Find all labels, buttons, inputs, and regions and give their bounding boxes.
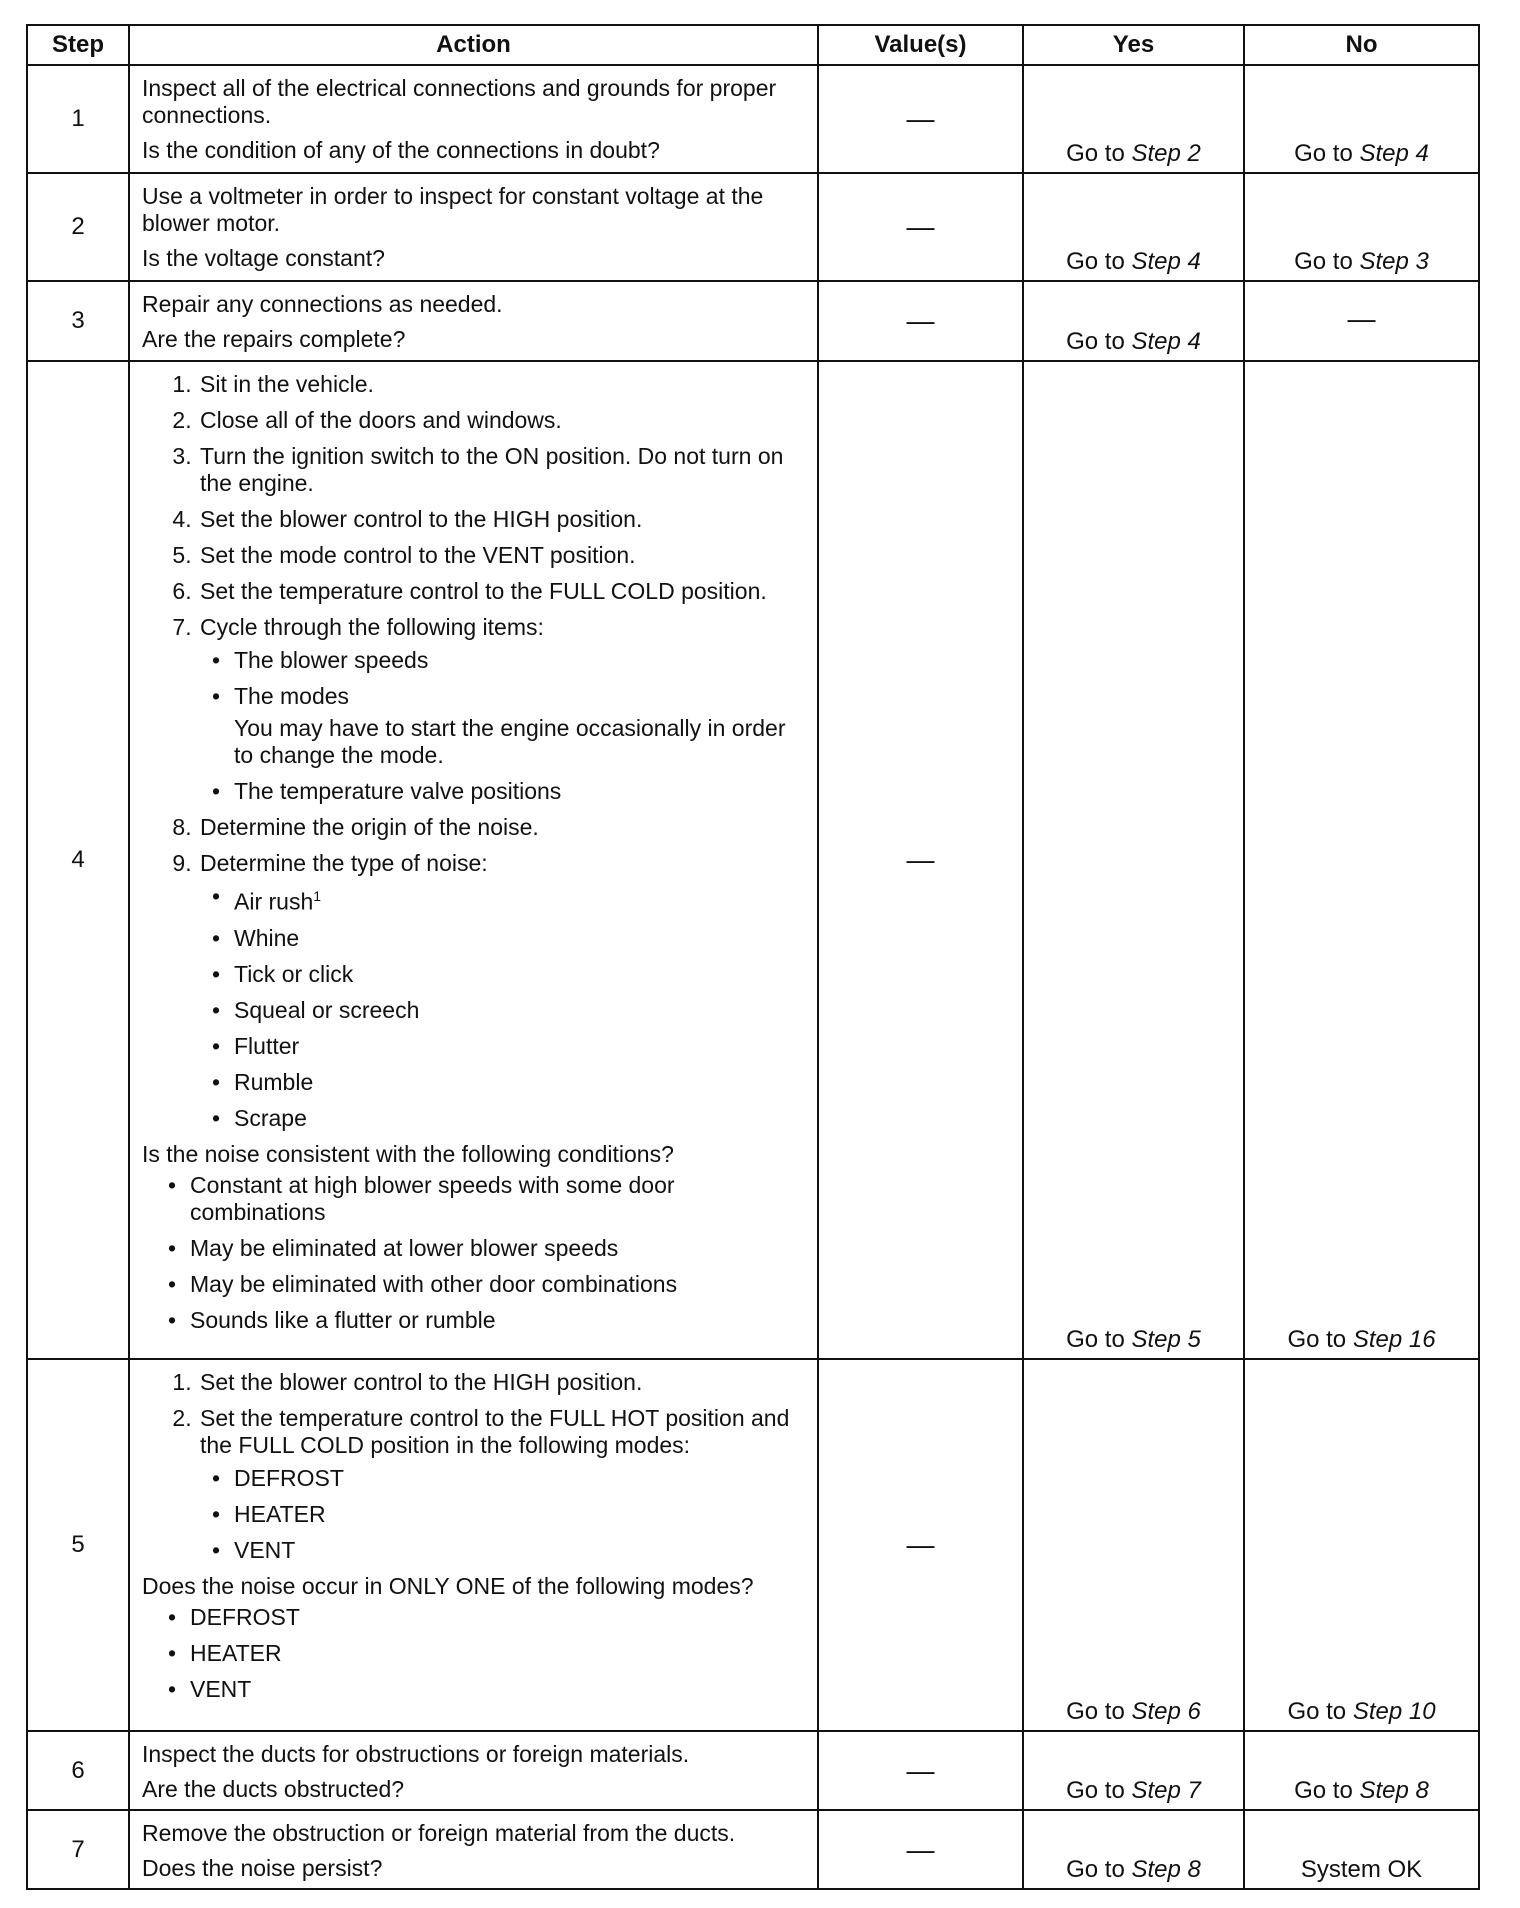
footnote-marker: 1 xyxy=(313,888,322,904)
action-cell xyxy=(129,1359,818,1731)
list-item: • VENT xyxy=(234,1537,807,1564)
step-number: 5 xyxy=(27,1359,129,1731)
value-cell: — xyxy=(818,173,1023,281)
list-item: 1. Set the blower control to the HIGH position. xyxy=(198,1369,807,1396)
diagnostic-table xyxy=(26,24,1480,1890)
list-item: • May be eliminated at lower blower speeds xyxy=(190,1235,807,1262)
value-cell: — xyxy=(818,1731,1023,1810)
list-item: • The modes xyxy=(234,683,807,710)
table-row xyxy=(27,1810,1479,1889)
no-step-link: Step 3 xyxy=(1359,248,1429,275)
list-item: • Whine xyxy=(234,925,807,952)
list-item: • Squeal or screech xyxy=(234,997,807,1024)
condition-list xyxy=(142,1172,807,1334)
action-question: Are the repairs complete? xyxy=(142,326,406,352)
list-item: • DEFROST xyxy=(234,1465,807,1492)
no-step-link: Step 10 xyxy=(1352,1698,1436,1725)
yes-step-link: Step 2 xyxy=(1131,140,1201,167)
procedure-list xyxy=(142,371,807,1132)
list-item: 6. Set the temperature control to the FULL COLD position. xyxy=(198,578,807,605)
no-cell: Go to Step 8 xyxy=(1244,1731,1479,1810)
list-item: • Constant at high blower speeds with some door combinations xyxy=(190,1172,807,1226)
yes-step-link: Step 7 xyxy=(1131,1777,1201,1804)
list-item: • Flutter xyxy=(234,1033,807,1060)
mode-list xyxy=(200,1465,807,1564)
action-text: Repair any connections as needed. xyxy=(142,291,503,317)
action-text: Use a voltmeter in order to inspect for constant voltage at the blower motor. xyxy=(142,183,764,236)
value-cell: — xyxy=(818,361,1023,1359)
header-yes: Yes xyxy=(1023,25,1244,65)
step-number: 6 xyxy=(27,1731,129,1810)
table-row xyxy=(27,1731,1479,1810)
header-values: Value(s) xyxy=(818,25,1023,65)
action-cell xyxy=(129,173,818,281)
no-cell: Go to Step 16 xyxy=(1244,361,1479,1359)
step-number: 4 xyxy=(27,361,129,1359)
no-step-link: Step 8 xyxy=(1359,1777,1429,1804)
no-step-link: Step 16 xyxy=(1352,1326,1436,1353)
no-step-link: Step 4 xyxy=(1359,140,1429,167)
action-question: Is the condition of any of the connections in doubt? xyxy=(142,137,660,163)
table-row xyxy=(27,65,1479,173)
action-question: Does the noise persist? xyxy=(142,1855,383,1881)
question-mode-list xyxy=(142,1604,807,1703)
list-item: • HEATER xyxy=(234,1501,807,1528)
list-item: • HEATER xyxy=(190,1640,807,1667)
no-cell: — xyxy=(1244,281,1479,361)
action-cell xyxy=(129,361,818,1359)
list-item: • VENT xyxy=(190,1676,807,1703)
list-item: 2. Close all of the doors and windows. xyxy=(198,407,807,434)
yes-step-link: Step 5 xyxy=(1131,1326,1201,1353)
list-item: • Tick or click xyxy=(234,961,807,988)
list-item xyxy=(198,614,807,805)
yes-cell: Go to Step 2 xyxy=(1023,65,1244,173)
value-cell: — xyxy=(818,281,1023,361)
noise-type-list xyxy=(200,883,807,1132)
action-question: Is the noise consistent with the following conditions? xyxy=(142,1140,674,1167)
list-item: 8. Determine the origin of the noise. xyxy=(198,814,807,841)
list-item-text: Set the temperature control to the FULL HOT position and the FULL COLD position in the following modes: xyxy=(200,1405,790,1458)
no-cell: Go to Step 10 xyxy=(1244,1359,1479,1731)
list-item-text: Cycle through the following items: xyxy=(200,614,544,640)
yes-cell: Go to Step 7 xyxy=(1023,1731,1244,1810)
list-item: • The temperature valve positions xyxy=(234,778,807,805)
list-item: • DEFROST xyxy=(190,1604,807,1631)
list-item: 4. Set the blower control to the HIGH position. xyxy=(198,506,807,533)
list-item: • The blower speeds xyxy=(234,647,807,674)
no-cell: Go to Step 3 xyxy=(1244,173,1479,281)
no-cell: System OK xyxy=(1244,1810,1479,1889)
list-item xyxy=(198,850,807,1132)
step-number: 7 xyxy=(27,1810,129,1889)
header-no: No xyxy=(1244,25,1479,65)
header-action: Action xyxy=(129,25,818,65)
yes-step-link: Step 4 xyxy=(1131,248,1201,275)
action-text: Inspect all of the electrical connections and grounds for proper connections. xyxy=(142,75,777,128)
step-number: 3 xyxy=(27,281,129,361)
action-question: Are the ducts obstructed? xyxy=(142,1776,405,1802)
list-item: • Rumble xyxy=(234,1069,807,1096)
yes-cell: Go to Step 6 xyxy=(1023,1359,1244,1731)
step-number: 1 xyxy=(27,65,129,173)
table-row xyxy=(27,1359,1479,1731)
action-question: Does the noise occur in ONLY ONE of the following modes? xyxy=(142,1573,754,1599)
yes-cell: Go to Step 5 xyxy=(1023,361,1244,1359)
list-item xyxy=(198,1405,807,1564)
action-question: Is the voltage constant? xyxy=(142,245,385,271)
list-item: 3. Turn the ignition switch to the ON position. Do not turn on the engine. xyxy=(198,443,807,497)
step-number: 2 xyxy=(27,173,129,281)
yes-cell: Go to Step 4 xyxy=(1023,281,1244,361)
header-step: Step xyxy=(27,25,129,65)
table-row xyxy=(27,173,1479,281)
cycle-note: You may have to start the engine occasionally in order to change the mode. xyxy=(234,715,786,768)
cycle-list xyxy=(200,647,807,805)
action-cell xyxy=(129,65,818,173)
value-cell: — xyxy=(818,1359,1023,1731)
header-row xyxy=(27,25,1479,65)
table-row xyxy=(27,361,1479,1359)
table-row xyxy=(27,281,1479,361)
list-item: • Sounds like a flutter or rumble xyxy=(190,1307,807,1334)
value-cell: — xyxy=(818,1810,1023,1889)
yes-step-link: Step 4 xyxy=(1131,328,1201,355)
yes-step-link: Step 8 xyxy=(1131,1856,1201,1883)
list-item: • Scrape xyxy=(234,1105,807,1132)
list-item: 1. Sit in the vehicle. xyxy=(198,371,807,398)
action-cell xyxy=(129,1810,818,1889)
list-item: 5. Set the mode control to the VENT position. xyxy=(198,542,807,569)
list-item: • Air rush$^1$ xyxy=(234,883,807,916)
list-item: • May be eliminated with other door combinations xyxy=(190,1271,807,1298)
action-cell xyxy=(129,1731,818,1810)
value-cell: — xyxy=(818,65,1023,173)
list-item-text: Determine the type of noise: xyxy=(200,850,488,876)
procedure-list xyxy=(142,1369,807,1564)
action-cell xyxy=(129,281,818,361)
yes-cell: Go to Step 8 xyxy=(1023,1810,1244,1889)
action-text: Inspect the ducts for obstructions or foreign materials. xyxy=(142,1741,690,1767)
action-text: Remove the obstruction or foreign material from the ducts. xyxy=(142,1820,736,1846)
yes-cell: Go to Step 4 xyxy=(1023,173,1244,281)
no-cell: Go to Step 4 xyxy=(1244,65,1479,173)
yes-step-link: Step 6 xyxy=(1131,1698,1201,1725)
